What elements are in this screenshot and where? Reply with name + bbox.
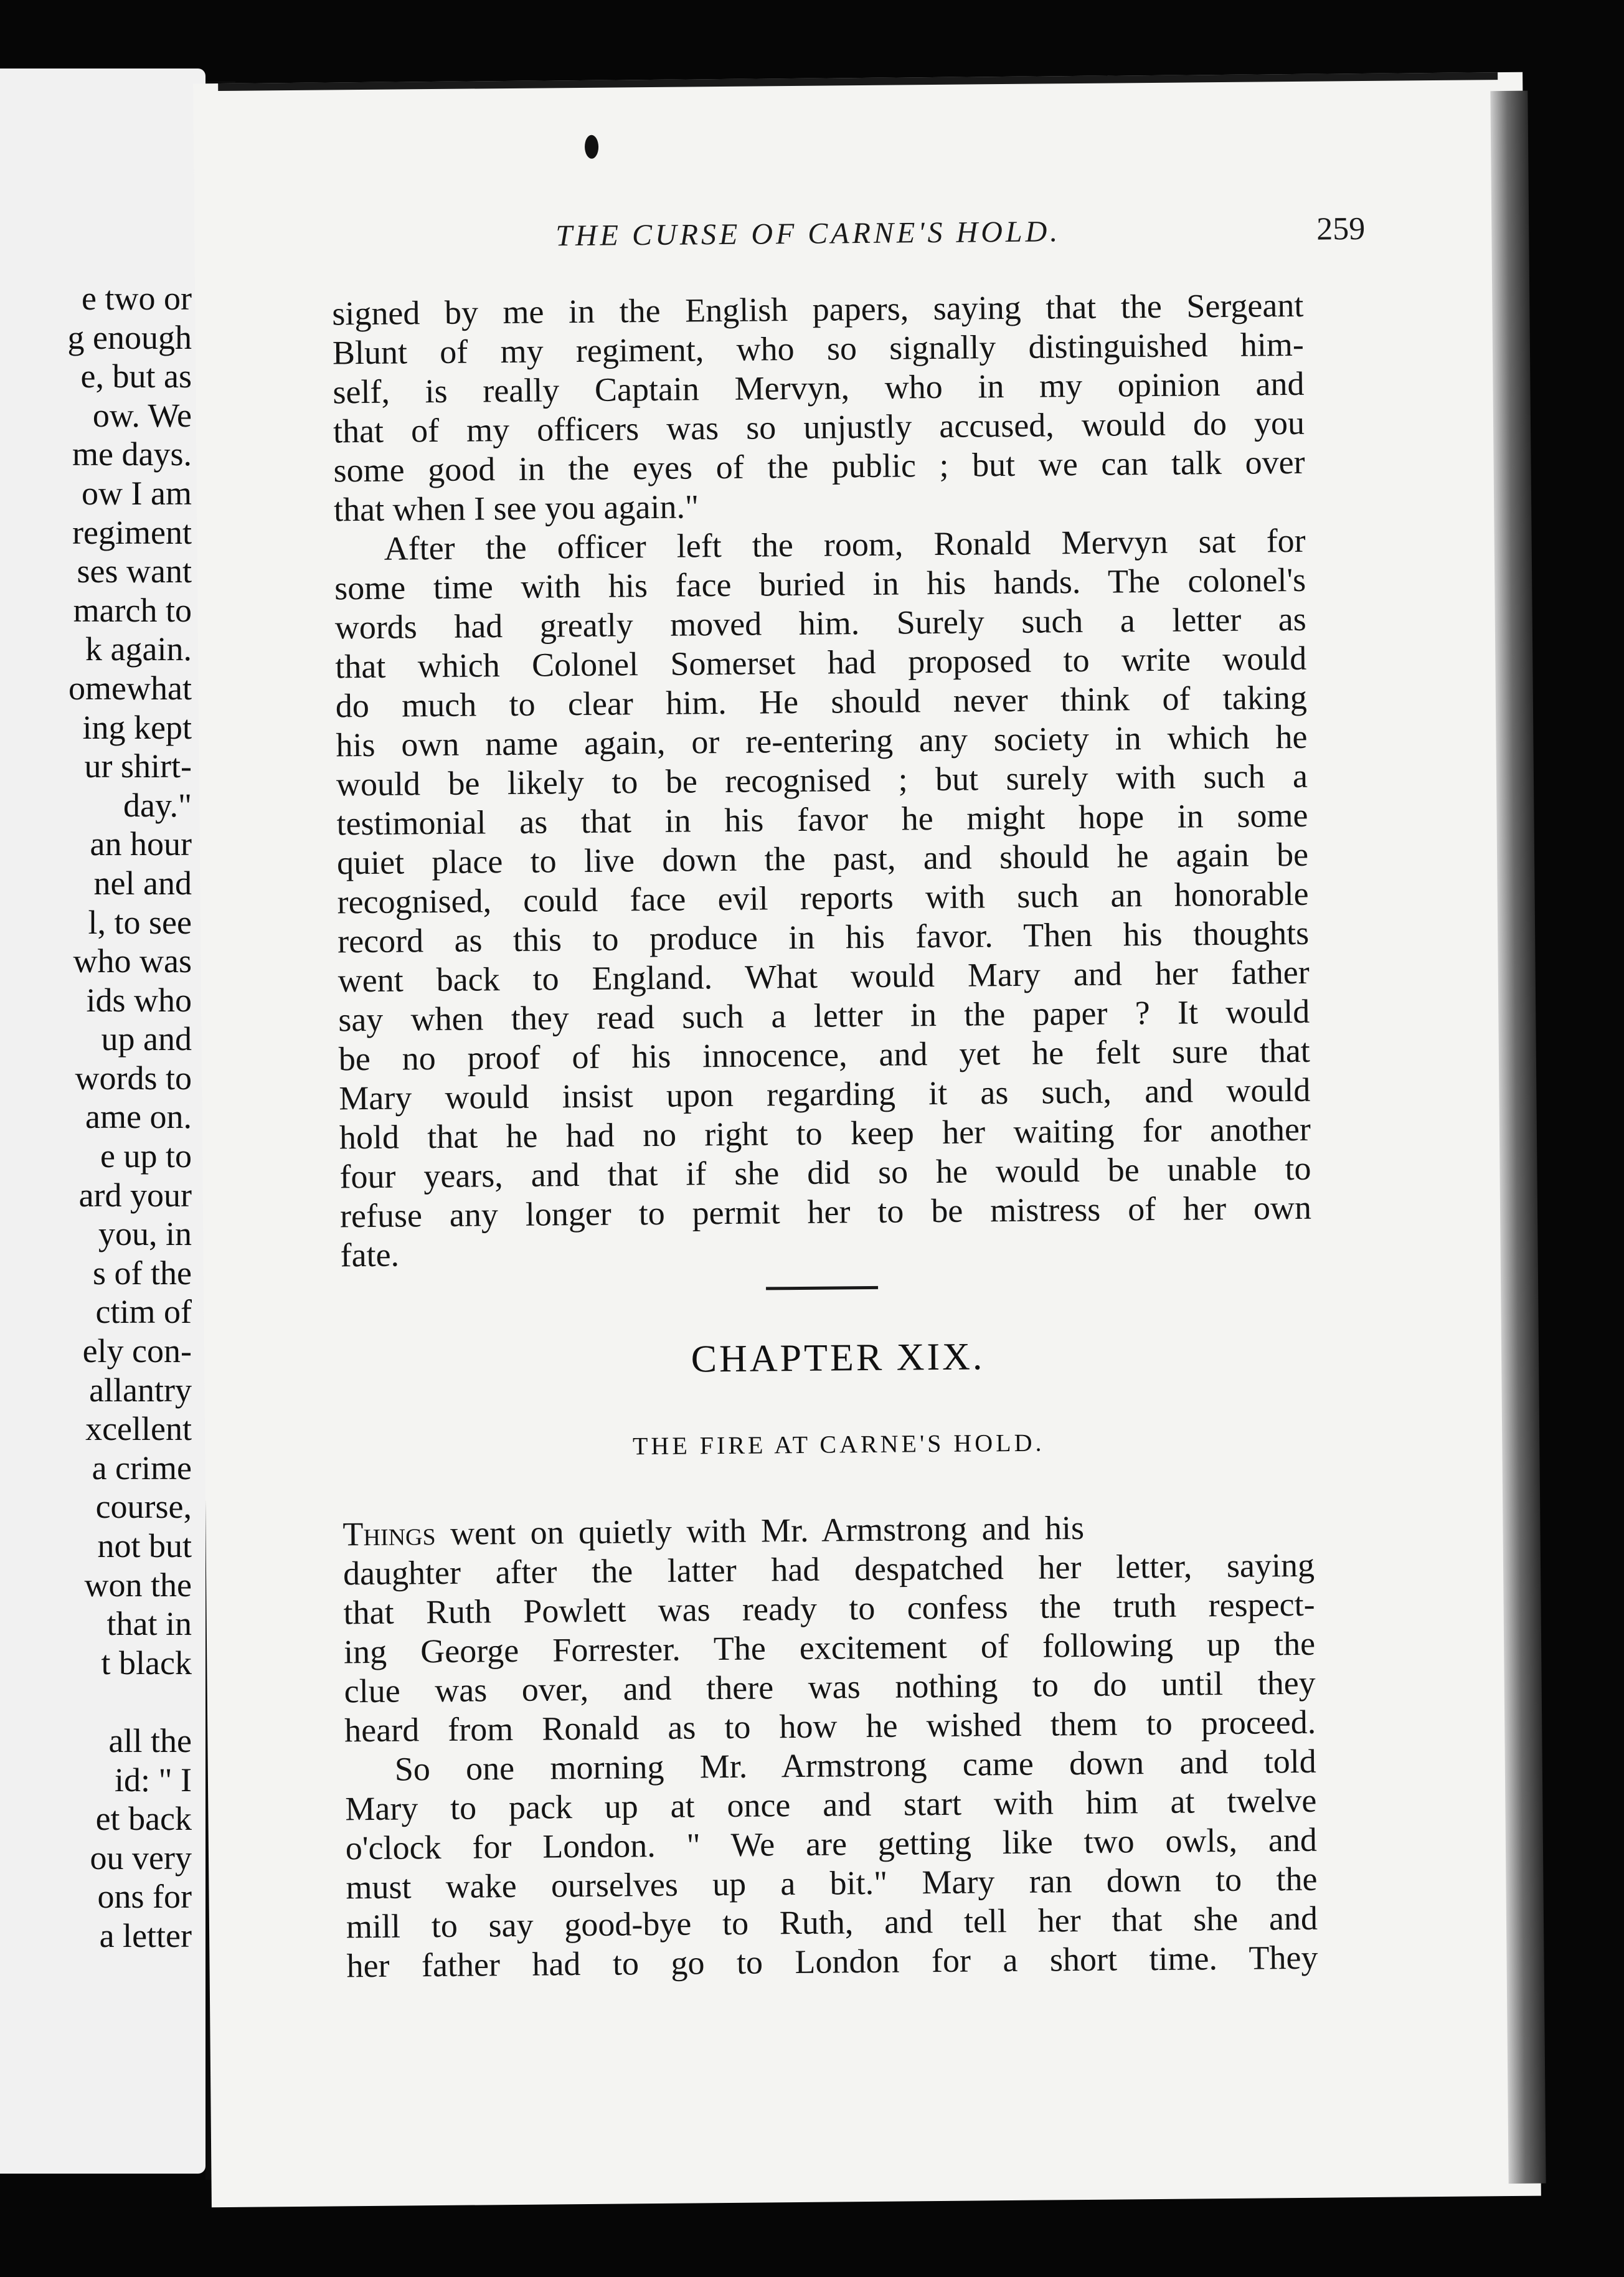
left-page-line: t black — [101, 1644, 192, 1682]
left-page-line: a letter — [99, 1916, 192, 1954]
left-page-line: ame on. — [85, 1098, 192, 1136]
left-page-line: l, to see — [88, 903, 192, 941]
left-page-line: e up to — [100, 1137, 192, 1175]
left-page-line: e two or — [82, 280, 192, 317]
left-page-line: ses want — [77, 552, 192, 590]
text-line-content: heard from Ronald as to how he wished them to proceed. — [344, 1703, 1316, 1749]
text-line-content: After the officer left the room, Ronald Mervyn sat for — [384, 521, 1306, 567]
left-page-line: day." — [123, 786, 192, 824]
left-page-line: that in — [106, 1605, 192, 1643]
text-line-content: record as this to produce in his favor. Then his thoughts — [337, 914, 1310, 960]
text-line-content: must wake ourselves up a bit." Mary ran down to the — [346, 1860, 1318, 1906]
left-page-line: e, but as — [80, 357, 192, 395]
text-line-content: signed by me in the English papers, saying that the Sergeant — [332, 286, 1304, 333]
text-line-content: some good in the eyes of the public ; but we can talk over — [333, 443, 1305, 490]
left-page-line: xcellent — [85, 1410, 192, 1448]
text-line-content: that of my officers was so unjustly accused, would do you — [333, 404, 1305, 450]
text-line-content: that when I see you again." — [333, 488, 699, 529]
left-page-line: ely con- — [82, 1332, 192, 1370]
left-page-line: ow. We — [92, 396, 192, 434]
text-line-content: So one morning Mr. Armstrong came down and told — [394, 1742, 1316, 1788]
text-line-content: some time with his face buried in his hands. The colonel's — [334, 561, 1306, 607]
text-line-content: say when they read such a letter in the paper ? It would — [338, 992, 1310, 1039]
left-page-line: et back — [95, 1800, 192, 1838]
text-line-content: self, is really Captain Mervyn, who in my opinion and — [333, 364, 1305, 411]
text-line-content: his own name again, or re-entering any society in which he — [336, 717, 1308, 764]
body-text-top — [332, 286, 1312, 1276]
left-page-line — [0, 1682, 192, 1721]
running-head — [555, 204, 1366, 267]
left-page-line: all the — [108, 1721, 192, 1759]
running-head-title: THE CURSE OF CARNE'S HOLD. — [555, 215, 1061, 253]
left-page-line: you, in — [98, 1215, 192, 1253]
left-page-line: nel and — [93, 864, 192, 902]
left-page-line: ow I am — [82, 474, 192, 512]
text-line-content: hold that he had no right to keep her waiting for another — [339, 1110, 1311, 1157]
text-line-content: quiet place to live down the past, and should he again be — [336, 835, 1309, 882]
text-line-content: be no proof of his innocence, and yet he felt sure that — [338, 1031, 1311, 1078]
page-number: 259 — [1316, 211, 1366, 247]
left-page-line: an hour — [90, 825, 192, 863]
right-page — [193, 72, 1541, 2208]
left-page-line: g enough — [67, 318, 192, 356]
drop-word: Things — [342, 1515, 436, 1553]
left-page-line: ard your — [78, 1176, 192, 1214]
text-line-content: went back to England. What would Mary and her father — [338, 953, 1310, 1000]
text-line-content: would be likely to be recognised ; but surely with such a — [336, 757, 1308, 803]
text-line-content: daughter after the latter had despatched her letter, saying — [342, 1546, 1315, 1593]
text-line-content: four years, and that if she did so he would be unable to — [339, 1149, 1311, 1196]
left-page-line: not but — [97, 1527, 192, 1565]
left-page-line: me days. — [72, 435, 192, 473]
left-page-line: s of the — [93, 1254, 192, 1292]
text-line — [346, 1938, 1318, 1986]
left-page-line: id: " I — [114, 1761, 192, 1799]
text-line-content: do much to clear him. He should never think of taking — [335, 678, 1308, 725]
page-edge-shadow — [1490, 91, 1546, 2184]
text-line-content: went on quietly with Mr. Armstrong and his — [435, 1508, 1085, 1553]
left-page-line: won the — [84, 1566, 192, 1604]
left-page-line: words to — [75, 1059, 192, 1097]
text-line-content: Mary would insist upon regarding it as such, and would — [339, 1071, 1311, 1117]
left-page — [0, 69, 205, 2174]
chapter-title: CHAPTER XIX. — [691, 1335, 985, 1381]
left-page-line: ou very — [90, 1839, 192, 1877]
page-top-edge — [218, 72, 1498, 91]
left-page-line: ctim of — [95, 1293, 192, 1331]
left-page-line: ids who — [86, 981, 192, 1019]
left-page-line: ing kept — [82, 708, 192, 746]
left-page-line: course, — [95, 1488, 192, 1526]
text-line-content: her father had to go to London for a short time. They — [346, 1938, 1318, 1985]
body-text-chapter — [342, 1507, 1318, 1986]
text-line-content: o'clock for London. " We are getting like two owls, and — [345, 1820, 1318, 1867]
text-line-content: Blunt of my regiment, who so signally distinguished him- — [332, 325, 1305, 372]
left-page-line: march to — [73, 591, 192, 629]
left-page-line: a crime — [92, 1449, 192, 1487]
left-page-line: allantry — [89, 1371, 192, 1409]
chapter-divider — [766, 1286, 878, 1290]
text-line-content: ing George Forrester. The excitement of following up the — [343, 1624, 1316, 1671]
ink-mark — [585, 135, 598, 159]
text-line-content: Mary to pack up at once and start with him at twelve — [345, 1781, 1317, 1828]
left-page-line: up and — [101, 1020, 192, 1058]
left-page-line: ons for — [97, 1878, 192, 1916]
text-line-content: that which Colonel Somerset had proposed to write would — [335, 639, 1307, 686]
left-page-line: regiment — [72, 513, 192, 551]
left-page-line: who was — [73, 942, 192, 980]
text-line-content: refuse any longer to permit her to be mistress of her own — [339, 1188, 1312, 1235]
text-line-content: testimonial as that in his favor he might hope in some — [336, 796, 1308, 843]
left-page-line: k again. — [85, 630, 192, 668]
left-page-line: ur shirt- — [84, 747, 192, 785]
text-line-content: mill to say good-bye to Ruth, and tell her that she and — [346, 1899, 1318, 1946]
chapter-subtitle: THE FIRE AT CARNE'S HOLD. — [632, 1428, 1045, 1460]
text-line-content: clue was over, and there was nothing to do until they — [344, 1664, 1316, 1710]
text-line-content: recognised, could face evil reports with such an honorable — [337, 874, 1309, 921]
text-line-content: fate. — [340, 1236, 400, 1274]
text-line-content: words had greatly moved him. Surely such a letter as — [334, 600, 1306, 646]
left-page-line: omewhat — [68, 669, 192, 707]
text-line-content: that Ruth Powlett was ready to confess the truth respect- — [343, 1585, 1315, 1632]
left-page-text — [0, 279, 192, 1956]
